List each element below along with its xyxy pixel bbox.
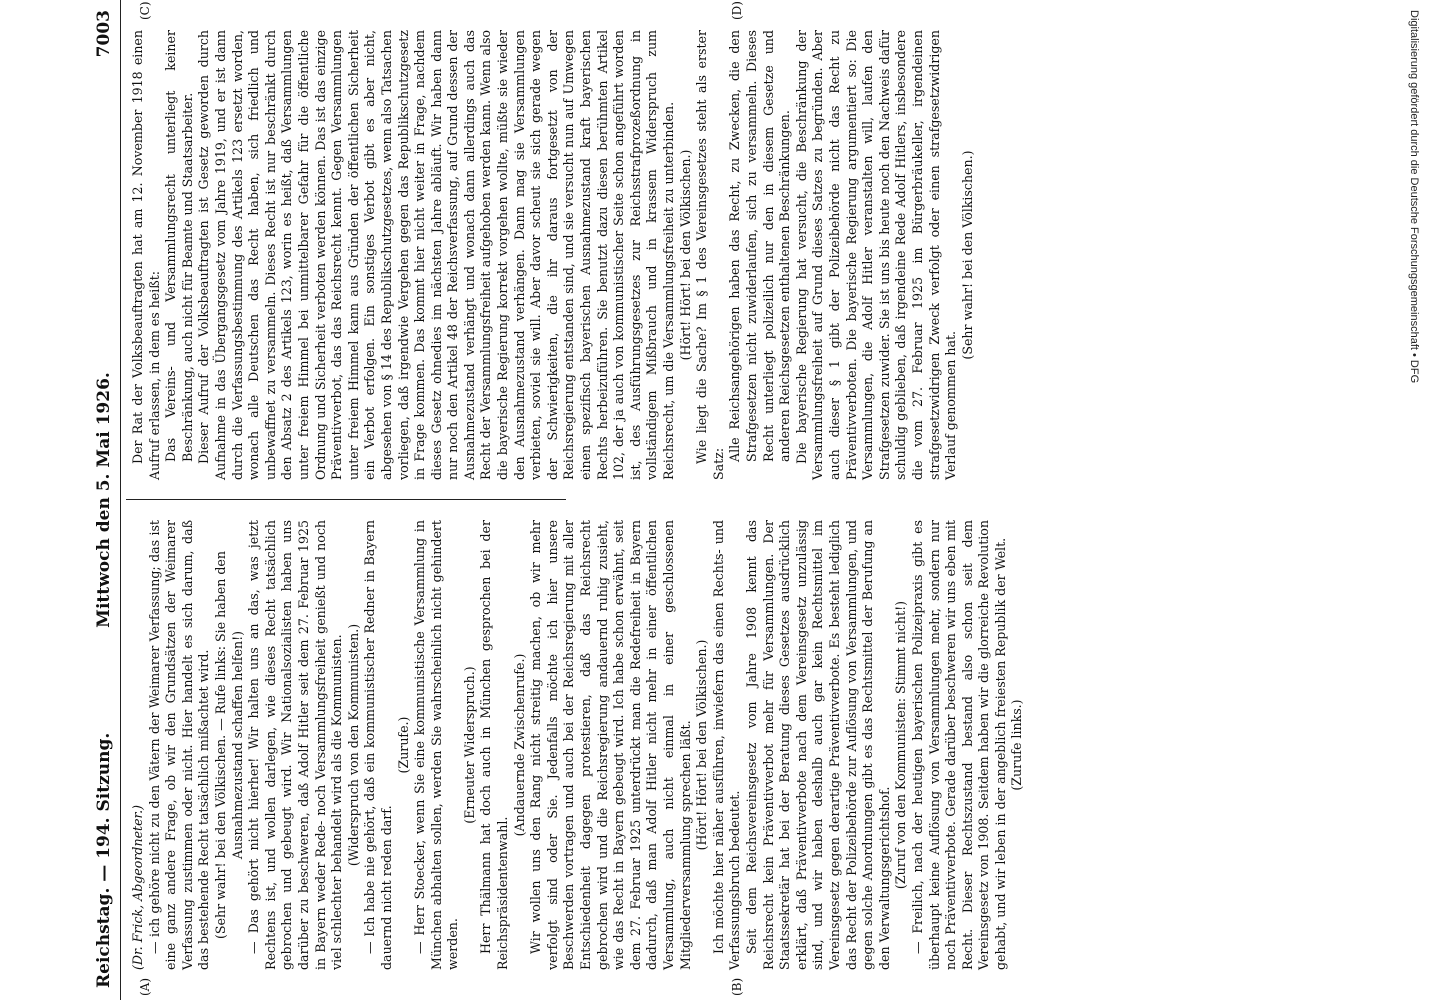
left-paragraph: Herr Thälmann hat doch auch in München gesprochen bei der Reichspräsidentenwahl. [478, 520, 511, 970]
left-paragraph: (Hört! Hört! bei den Völkischen.) [694, 639, 710, 851]
right-paragraph: Das Vereins- und Versammlungsrecht unterliegt keiner Beschränkung, auch nicht für Beamte und Staatsarbeiter. [163, 30, 195, 462]
left-paragraph: (Zurufe links.) [1009, 699, 1025, 791]
right-paragraph: Die bayerische Regierung hat versucht, die Beschränkung der Versammlungsfreiheit auf Grund dieses Satzes zu begründen. Aber auch dieser § 1 gibt der Polizeibehörde nicht das Recht zu Präventivverboten. Die bayerische Regierung argumentiert so: Die Versammlungen, die Adolf Hitler veranstalten will, laufen den Strafgesetzen zuwider. Sie ist uns bis heute noch den Nachweis dafür schuldig geblieben, daß irgendeine Rede Adolf Hitlers, insbesondere die vom 27. Februar 1925 im Bürgerbräukeller, irgendeinen strafgesetzwidrigen Zweck verfolgt oder einen strafgesetzwidrigen Verlauf genommen hat. [793, 30, 959, 480]
left-paragraph: (Erneuter Widerspruch.) [461, 666, 477, 824]
left-paragraph: — Herr Stoecker, wenn Sie eine kommunistische Versammlung in München abhalten sollen, werden Sie wahrscheinlich nicht gehindert werden. [412, 520, 461, 970]
right-paragraph: Der Rat der Volksbeauftragten hat am 12. November 1918 einen Aufruf erlassen, in dem es heißt: [130, 30, 162, 480]
left-paragraph: Wir wollen uns den Rang nicht streitig machen, ob wir mehr verfolgt sind oder Sie. Jedenfalls möchte ich hier unsere Beschwerden vortragen und auch bei der Reichsregierung mit aller Entschiedenheit dagegen protestieren, daß das Reichsrecht gebrochen wird und die Reichsregierung andauernd ruhig zusieht, wie das Recht in Bayern gebeugt wird. Ich habe schon erwähnt, seit dem 27. Februar 1925 unterdrückt man die Redefreiheit in Bayern dadurch, daß man Adolf Hitler nicht mehr in einer öffentlichen Versammlung, auch nicht einmal in einer geschlossenen Mitgliederversammlung sprechen läßt. [528, 520, 693, 970]
margin-marker-a: (A) [138, 977, 152, 996]
right-column [130, 30, 976, 480]
footer-text: Digitalisierung gefördert durch die Deutsche Forschungsgemeinschaft • DFG [1408, 10, 1420, 384]
right-paragraph: (Hört! Hört! bei den Völkischen.) [677, 149, 693, 361]
left-paragraph: (Dr. Frick, Abgeordneter.) [130, 804, 145, 970]
left-paragraph: (Zuruf von den Kommunisten: Stimmt nicht!) [893, 600, 909, 890]
header-date: Mittwoch den 5. Mai 1926. [94, 372, 114, 628]
right-paragraph: (Sehr wahr! bei den Völkischen.) [959, 150, 975, 360]
column-divider [126, 499, 566, 500]
left-paragraph: — Das gehört nicht hierher! Wir halten uns an das, was jetzt Rechtens ist, und wollen darlegen, wie dieses Recht tatsächlich gebrochen und gebeugt wird. Wir Nationalsozialisten haben uns darüber zu beschweren, daß Adolf Hitler seit dem 27. Februar 1925 in Bayern weder Rede- noch Versammlungsfreiheit genießt und noch viel schlechter behandelt wird als die Kommunisten. [246, 520, 345, 970]
left-paragraph: (Sehr wahr! bei den Völkischen. — Rufe links: Sie haben den Ausnahmezustand schaffen helfen!) [212, 551, 245, 939]
right-paragraph: Alle Reichsangehörigen haben das Recht, zu Zwecken, die den Strafgesetzen nicht zuwiderlaufen, sich zu versammeln. Dieses Recht unterliegt polizeilich nur den in diesem Gesetze und anderen Reichsgesetzen enthaltenen Beschränkungen. [727, 30, 793, 462]
right-paragraph: Wie liegt die Sache? Im § 1 des Vereinsgesetzes steht als erster Satz: [694, 30, 726, 480]
left-paragraph: Ich möchte hier näher ausführen, inwiefern das einen Rechts- und Verfassungsbruch bedeutet. [710, 520, 743, 970]
left-column [130, 520, 1026, 970]
margin-marker-d: (D) [730, 1, 744, 20]
page-header [90, 0, 121, 1000]
left-paragraph: Seit dem Reichsvereinsgesetz vom Jahre 1908 kennt das Reichsrecht kein Präventivverbot mehr für Versammlungen. Der Staatssekretär hat bei der Beratung dieses Gesetzes ausdrücklich erklärt, daß Präventivverbote nach dem Vereinsgesetz unzulässig sind, und wir haben deshalb auch gar kein Rechtsmittel im Vereinsgesetz gegen derartige Präventivverbote. Es besteht lediglich das Recht der Polizeibehörde zur Auflösung von Versammlungen, und gegen solche Anordnungen gibt es das Rechtsmittel der Berufung an den Verwaltungsgerichtshof. [743, 520, 892, 970]
left-paragraph: (Andauernde Zwischenrufe.) [511, 653, 527, 837]
page-number: 7003 [94, 10, 114, 58]
left-paragraph: — ich gehöre nicht zu den Vätern der Weimarer Verfassung; das ist eine ganz andere Frage, ob wir den Grundsätzen der Weimarer Verfassung zustimmen oder nicht. Hier handelt es sich darum, daß das bestehende Recht tatsächlich mißachtet wird. [146, 520, 212, 970]
left-paragraph: (Widerspruch von den Kommunisten.) [345, 623, 361, 867]
right-paragraph: Dieser Aufruf der Volksbeauftragten ist Gesetz geworden durch Aufnahme in das Übergangsgesetz vom Jahre 1919, und er ist dann durch die Verfassungsbestimmung des Artikels 123 ersetzt worden, wonach alle Deutschen das Recht haben, sich friedlich und unbewaffnet zu versammeln. Dieses Recht ist nur beschränkt durch den Absatz 2 des Artikels 123, worin es heißt, daß Versammlungen unter freiem Himmel bei unmittelbarer Gefahr für die öffentliche Ordnung und Sicherheit verboten werden können. Das ist das einzige Präventivverbot, das das Reichsrecht kennt. Gegen Versammlungen unter freiem Himmel kann aus Gründen der öffentlichen Sicherheit ein Verbot erfolgen. Ein sonstiges Verbot gibt es aber nicht, abgesehen von § 14 des Republikschutzgesetzes, wenn also Tatsachen vorliegen, daß irgendwie Vergehen gegen das Republikschutzgesetz in Frage kommen. Das kommt hier nicht weiter in Frage, nachdem dieses Gesetz ohnedies im nächsten Jahre abläuft. Wir haben dann nur noch den Artikel 48 der Reichsverfassung, auf Grund dessen der Ausnahmezustand verhängt und wonach dann allerdings auch das Recht der Versammlungsfreiheit aufgehoben werden kann. Wenn also die bayerische Regierung korrekt vorgehen wollte, müßte sie wieder den Ausnahmezustand verhängen. Dann mag sie Versammlungen verbieten, soviel sie will. Aber davor scheut sie sich gerade wegen der Schwierigkeiten, die ihr daraus fortgesetzt von der Reichsregierung entstanden sind, und sie versucht nun auf Umwegen einen spezifisch bayerischen Ausnahmezustand kraft bayerischen Rechts herbeizuführen. Sie benutzt dazu diesen berühmten Artikel 102, der ja auch von kommunistischer Seite schon angeführt worden ist, des Ausführungsgesetzes zur Reichsstrafprozeßordnung in vollständigem Mißbrauch und in krassem Widerspruch zum Reichsrecht, um die Versammlungsfreiheit zu unterbinden. [196, 30, 676, 480]
footer-credit [1398, 10, 1428, 990]
document-page [90, 0, 1340, 1000]
margin-marker-b: (B) [730, 977, 744, 996]
left-paragraph: — Freilich, nach der heutigen bayerischen Polizeipraxis gibt es überhaupt keine Auflösung von Versammlungen mehr, sondern nur noch Präventivverbote. Gerade darüber beschweren wir uns eben mit Recht. Dieser Rechtszustand bestand also schon seit dem Vereinsgesetz von 1908. Seitdem haben wir die glorreiche Revolution gehabt, und wir leben in der angeblich freiesten Republik der Welt. [909, 520, 1008, 970]
left-paragraph: (Zurufe.) [395, 716, 411, 774]
left-paragraph: — Ich habe nie gehört, daß ein kommunistischer Redner in Bayern dauernd nicht reden darf. [362, 520, 394, 970]
header-session: Reichstag. — 194. Sitzung. [94, 732, 114, 988]
margin-marker-c: (C) [138, 1, 152, 20]
